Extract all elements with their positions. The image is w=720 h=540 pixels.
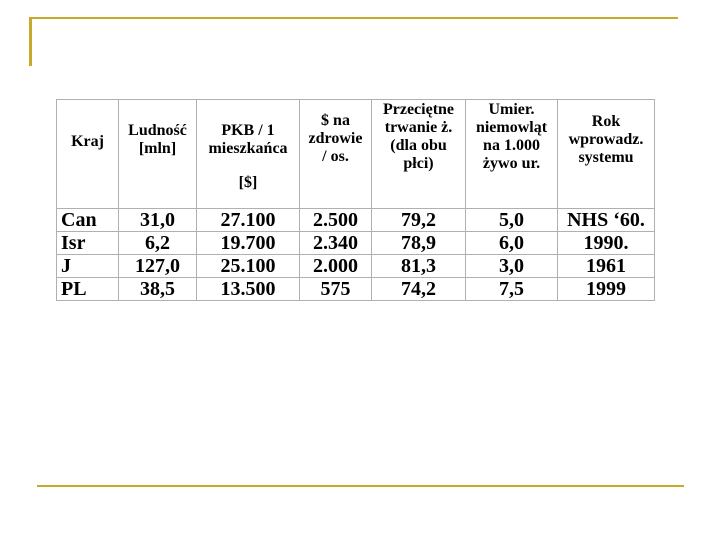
cell-pkb: 19.700: [197, 232, 300, 255]
cell-zdrowie: 575: [300, 278, 372, 301]
frame-left-rule: [29, 17, 32, 66]
header-trwanie-line3: (dla obu: [390, 137, 447, 154]
table-row: [57, 232, 655, 255]
header-pkb-line2: mieszkańca: [208, 140, 288, 157]
cell-zdrowie: 2.340: [300, 232, 372, 255]
header-trwanie-line2: trwanie ż.: [384, 119, 453, 136]
header-zdrowie: [300, 100, 372, 209]
header-umier-line3: na 1.000: [483, 137, 540, 154]
header-rok: [558, 100, 655, 209]
header-umier-line1: Umier.: [488, 101, 535, 118]
header-umier: [466, 100, 558, 209]
cell-country: J: [57, 255, 119, 278]
table-row: [57, 255, 655, 278]
cell-pkb: 25.100: [197, 255, 300, 278]
header-row: [57, 100, 655, 209]
header-umier-line2: niemowląt: [475, 119, 548, 136]
cell-umier: 7,5: [466, 278, 558, 301]
cell-ludnosc: 38,5: [119, 278, 197, 301]
frame-top-rule: [29, 17, 678, 19]
header-rok-line2: wprowadz.: [568, 131, 644, 148]
header-zdrowie-line2: zdrowie: [308, 130, 363, 147]
cell-pkb: 27.100: [197, 209, 300, 232]
cell-zdrowie: 2.500: [300, 209, 372, 232]
cell-rok: NHS ‘60.: [558, 209, 655, 232]
header-trwanie-line4: płci): [403, 155, 434, 172]
cell-rok: 1999: [558, 278, 655, 301]
cell-ludnosc: 127,0: [119, 255, 197, 278]
header-pkb-unit: [$]: [238, 174, 258, 191]
header-pkb: [197, 100, 300, 209]
table-row: [57, 209, 655, 232]
cell-rok: 1990.: [558, 232, 655, 255]
cell-umier: 3,0: [466, 255, 558, 278]
header-ludnosc-line2: [mln]: [138, 140, 177, 157]
header-rok-line3: systemu: [578, 149, 634, 166]
header-zdrowie-line1: $ na: [321, 112, 350, 129]
header-ludnosc: [119, 100, 197, 209]
header-zdrowie-line3: / os.: [322, 148, 349, 165]
cell-pkb: 13.500: [197, 278, 300, 301]
header-kraj-text: Kraj: [71, 133, 104, 150]
header-umier-line4: żywo ur.: [482, 155, 541, 172]
cell-country: Isr: [57, 232, 119, 255]
cell-umier: 6,0: [466, 232, 558, 255]
header-ludnosc-line1: Ludność: [128, 122, 187, 139]
table-row: [57, 278, 655, 301]
cell-trwanie: 81,3: [372, 255, 466, 278]
cell-zdrowie: 2.000: [300, 255, 372, 278]
header-trwanie: [372, 100, 466, 209]
cell-country: Can: [57, 209, 119, 232]
cell-trwanie: 78,9: [372, 232, 466, 255]
cell-trwanie: 79,2: [372, 209, 466, 232]
header-kraj: [57, 100, 119, 209]
cell-country: PL: [57, 278, 119, 301]
header-rok-line1: Rok: [591, 113, 621, 130]
cell-rok: 1961: [558, 255, 655, 278]
frame-bottom-rule: [37, 485, 684, 487]
cell-umier: 5,0: [466, 209, 558, 232]
cell-ludnosc: 31,0: [119, 209, 197, 232]
cell-ludnosc: 6,2: [119, 232, 197, 255]
header-trwanie-line1: Przeciętne: [382, 101, 455, 118]
cell-trwanie: 74,2: [372, 278, 466, 301]
header-pkb-line1: PKB / 1: [221, 122, 275, 139]
health-statistics-table: [56, 99, 655, 301]
